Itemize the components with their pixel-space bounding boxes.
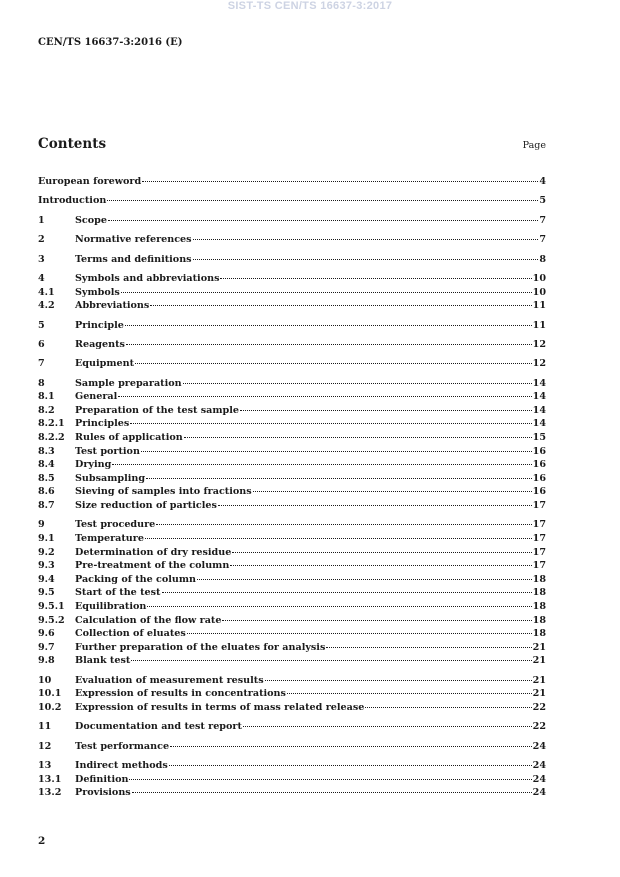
toc-entry-title: Terms and definitions [75,253,192,265]
toc-entry-page: 24 [532,787,546,799]
toc-entry[interactable] [38,614,546,628]
toc-entry[interactable] [38,654,546,668]
dot-leader [125,325,532,326]
toc-entry-page: 18 [532,601,546,612]
toc-entry[interactable] [38,701,546,715]
dot-leader [156,524,531,525]
toc-entry[interactable] [38,586,546,600]
toc-entry-page: 14 [532,391,546,403]
dot-leader [193,239,539,240]
dot-leader [129,779,531,780]
toc-entry-number: 8.2 [38,404,55,416]
toc-entry[interactable] [38,485,546,499]
toc-entry-number: 9.1 [38,533,55,545]
toc-entry[interactable] [38,687,546,701]
dot-leader [121,292,532,293]
dot-leader [230,565,531,566]
toc-entry-number: 8.5 [38,472,55,484]
toc-entry-page: 17 [532,519,546,531]
toc-entry-page: 21 [532,641,546,653]
watermark: SIST-TS CEN/TS 16637-3:2017 [227,0,393,12]
toc-entry[interactable] [38,458,546,472]
toc-entry-number: 8.2.2 [38,432,65,444]
toc-entry-page: 10 [532,286,546,298]
toc-entry-number: 13.2 [38,787,62,799]
dot-leader [220,278,531,279]
dot-leader [162,592,532,593]
toc-entry-number: 4 [38,272,45,284]
toc-entry-number: 8.3 [38,445,55,457]
toc-entry-number: 9.2 [38,546,55,558]
toc-entry[interactable] [38,286,546,300]
toc-entry-number: 9.5 [38,587,55,599]
toc-entry-title: General [75,391,118,403]
toc-entry-title: Symbols and abbreviations [75,272,220,284]
toc-entry-title: Definition [75,773,129,785]
dot-leader [131,660,531,661]
toc-entry[interactable] [38,627,546,641]
toc-entry-title: Test performance [75,740,170,752]
toc-entry-title: Sample preparation [75,377,182,389]
toc-entry[interactable] [38,759,546,773]
toc-entry-page: 8 [539,253,546,265]
toc-entry-title: Principles [75,418,130,430]
toc-entry[interactable] [38,532,546,546]
toc-entry-number: 8.6 [38,486,55,498]
toc-entry-page: 21 [532,688,546,700]
dot-leader [187,633,532,634]
toc-entry-title: Subsampling [75,472,146,484]
toc-entry-title: Symbols [75,286,120,298]
toc-entry[interactable] [38,319,546,333]
toc-entry[interactable] [38,445,546,459]
toc-entry-title: Pre-treatment of the column [75,560,230,572]
toc-entry-title: Expression of results in concentrations [75,688,286,700]
toc-entry-title: Calculation of the flow rate [75,614,222,626]
toc-entry-page: 12 [532,358,546,370]
toc-entry-title: Rules of application [75,432,183,444]
toc-entry-page: 14 [532,404,546,416]
toc-entry[interactable] [38,546,546,560]
toc-entry-page: 11 [532,319,546,331]
dot-leader [365,707,531,708]
toc-entry[interactable] [38,299,546,313]
toc-entry-page: 14 [532,418,546,430]
toc-entry-number: 9.7 [38,641,55,653]
toc-entry-number: 6 [38,338,45,350]
dot-leader [142,181,538,182]
toc-entry-page: 18 [532,587,546,599]
toc-entry[interactable] [38,194,546,208]
toc-entry-number: 2 [38,234,45,246]
toc-entry[interactable] [38,573,546,587]
toc-entry-title: Packing of the column [75,573,197,585]
toc-entry-page: 21 [532,674,546,686]
toc-entry[interactable] [38,214,546,228]
toc-entry-page: 10 [532,272,546,284]
toc-entry-title: Equilibration [75,601,147,612]
dot-leader [150,305,531,306]
toc-entry[interactable] [38,377,546,391]
toc-entry-number: 8.4 [38,459,55,471]
toc-entry-title: Indirect methods [75,760,168,772]
toc-entry-title: Size reduction of particles [75,500,217,512]
toc-entry-page: 24 [532,760,546,772]
toc-entry-number: 9 [38,519,45,531]
dot-leader [145,538,532,539]
toc-entry-number: 11 [38,721,52,733]
toc-entry[interactable] [38,175,546,189]
dot-leader [184,437,532,438]
toc-entry-title: Reagents [75,338,125,350]
toc-entry-page: 18 [532,628,546,640]
toc-entry-page: 16 [532,459,546,471]
dot-leader [170,746,532,747]
toc-entry[interactable] [38,773,546,787]
toc-entry-number: 9.8 [38,655,55,667]
contents-title: Contents [38,136,107,152]
dot-leader [118,396,531,397]
dot-leader [108,220,538,221]
toc-entry-number: 10.2 [38,701,62,713]
toc-entry-number: 9.4 [38,573,55,585]
toc-entry-title: Determination of dry residue [75,546,232,558]
toc-entry[interactable] [38,786,546,800]
toc-entry-page: 17 [532,546,546,558]
toc-entry[interactable] [38,390,546,404]
toc-entry-title: Scope [75,214,107,226]
toc-entry-number: 13.1 [38,773,62,785]
dot-leader [326,647,531,648]
toc-entry-page: 18 [532,573,546,585]
toc-entry-number: 8.7 [38,500,55,512]
toc-entry-page: 16 [532,445,546,457]
toc-entry-title: Sieving of samples into fractions [75,486,252,498]
dot-leader [112,464,531,465]
toc-entry-title: Start of the test [75,587,161,599]
toc-entry-page: 5 [539,195,546,207]
toc-entry-title: Collection of eluates [75,628,186,640]
dot-leader [146,478,532,479]
toc-entry-page: 17 [532,500,546,512]
toc-entry-number: 9.5.1 [38,601,65,612]
dot-leader [222,620,531,621]
toc-entry-number: 10.1 [38,688,62,700]
toc-entry-page: 15 [532,432,546,444]
toc-entry-page: 14 [532,377,546,389]
dot-leader [218,505,532,506]
toc-entry[interactable] [38,641,546,655]
toc-entry-title: Test portion [75,445,140,457]
dot-leader [130,423,531,424]
dot-leader [287,693,532,694]
toc-entry-title: Equipment [75,358,135,370]
toc-entry-number: 8.1 [38,391,55,403]
toc-entry-title: Blank test [75,655,131,667]
toc-entry-number: 10 [38,674,52,686]
toc-entry[interactable] [38,431,546,445]
dot-leader [183,383,532,384]
dot-leader [240,410,532,411]
toc-entry-page: 11 [532,300,546,312]
toc-entry[interactable] [38,272,546,286]
dot-leader [253,491,532,492]
toc-entry-title: Preparation of the test sample [75,404,240,416]
toc-entry-title: Drying [75,459,112,471]
toc-entry-page: 16 [532,486,546,498]
toc-entry-page: 18 [532,614,546,626]
page-number: 2 [38,835,46,847]
dot-leader [232,552,531,553]
toc-entry[interactable] [38,600,546,614]
dot-leader [169,765,532,766]
toc-entry-number: 8 [38,377,45,389]
toc-entry-page: 21 [532,655,546,667]
toc-entry-page: 17 [532,560,546,572]
toc-entry-page: 12 [532,338,546,350]
toc-entry-number: 9.6 [38,628,55,640]
toc-entry-page: 7 [539,214,546,226]
toc-entry-page: 16 [532,472,546,484]
dot-leader [243,726,532,727]
toc-entry-page: 17 [532,533,546,545]
toc-entry[interactable] [38,559,546,573]
dot-leader [265,680,532,681]
toc-entry-number: 8.2.1 [38,418,65,430]
toc-entry[interactable] [38,417,546,431]
toc-entry-title: Abbreviations [75,300,150,312]
toc-entry-title: Principle [75,319,124,331]
dot-leader [132,792,532,793]
dot-leader [135,363,532,364]
toc-entry[interactable] [38,518,546,532]
toc-entry-number: 7 [38,358,45,370]
page-column-label: Page [522,140,546,151]
toc-entry-page: 22 [532,721,546,733]
toc-entry-number: 9.5.2 [38,614,65,626]
toc-entry[interactable] [38,499,546,513]
dot-leader [107,200,538,201]
dot-leader [197,579,532,580]
dot-leader [126,344,532,345]
toc-entry-page: 7 [539,234,546,246]
toc-entry-number: 4.2 [38,300,55,312]
toc-entry-title: Provisions [75,787,131,799]
dot-leader [147,606,531,607]
toc-entry-title: Further preparation of the eluates for analysis [75,641,326,653]
dot-leader [141,451,532,452]
toc-entry-title: Evaluation of measurement results [75,674,264,686]
toc-entry[interactable] [38,233,546,247]
toc-entry-page: 24 [532,740,546,752]
toc-entry-title: Introduction [38,195,107,207]
toc-entry-number: 1 [38,214,45,226]
toc-entry[interactable] [38,338,546,352]
table-of-contents [38,175,546,800]
toc-entry-page: 4 [539,176,546,187]
toc-entry-number: 4.1 [38,286,55,298]
toc-entry-number: 3 [38,253,45,265]
toc-entry[interactable] [38,740,546,754]
toc-entry-page: 24 [532,773,546,785]
toc-entry-number: 12 [38,740,52,752]
toc-entry-number: 5 [38,319,45,331]
dot-leader [193,259,539,260]
toc-entry[interactable] [38,404,546,418]
toc-entry-title: Temperature [75,533,144,545]
document-id: CEN/TS 16637-3:2016 (E) [38,37,183,48]
toc-entry-title: Expression of results in terms of mass related release [75,701,365,713]
toc-entry-title: Test procedure [75,519,156,531]
toc-entry-title: Documentation and test report [75,721,242,733]
toc-entry[interactable] [38,253,546,267]
toc-entry-number: 13 [38,760,52,772]
toc-entry-page: 22 [532,701,546,713]
toc-entry-title: European foreword [38,176,142,187]
toc-entry-number: 9.3 [38,560,55,572]
toc-entry[interactable] [38,720,546,734]
toc-entry-title: Normative references [75,234,192,246]
toc-entry[interactable] [38,674,546,688]
toc-entry[interactable] [38,472,546,486]
toc-entry[interactable] [38,357,546,371]
